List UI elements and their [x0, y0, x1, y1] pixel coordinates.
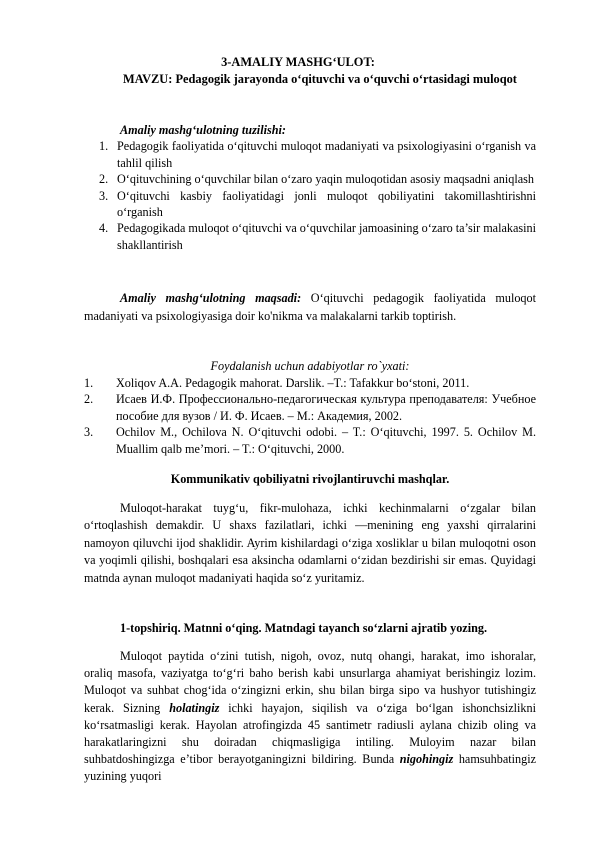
list-item: 4. Pedagogikada muloqot o‘qituvchi va o‘quvchilar jamoasining o‘zaro ta’sir malakasini shakllantirish: [99, 221, 537, 252]
structure-list: [84, 138, 536, 253]
list-item: 2. O‘qituvchining o‘quvchilar bilan o‘zaro yaqin muloqotidan asosiy maqsadni aniqlash: [99, 172, 534, 187]
section-heading: Kommunikativ qobiliyatni rivojlantiruvchi mashqlar.: [170, 472, 450, 486]
emphasis-term: holatingiz: [169, 700, 220, 715]
topic-title: MAVZU: Pedagogik jarayonda o‘qituvchi va o‘quvchi o‘rtasidagi muloqot: [123, 72, 517, 86]
reference-item: 2. Исаев И.Ф. Профессионально-педагогическая культура преподавателя: Учебное пособие для вузов / И. Ф. Исаев. – М.: Академия, 2002.: [84, 392, 536, 423]
task-paragraph: Muloqot paytida o‘zini tutish, nigoh, ovoz, nutq ohangi, harakat, imo ishoralar, oraliq masofa, vaziyatga to‘g‘ri baho berish kabi unsurlarga ahamiyat berishingiz lozim. Muloqot va suhbat chog‘ida o‘zingizni erkin, shu bilan birga sipo va hushyor tutishingiz kerak. Sizning holatingiz ichki hayajon, siqilish va o‘ziga bo‘lgan ishonchsizlikni ko‘rsatmasligi kerak. Hayolan atrofingizda 45 santimetr radiusli aylana chizib oling va harakatlaringizni shu doiradan chiqmasligiga intiling. Muloyim nazar bilan suhbatdoshingizga e’tibor berayotganingizni bildiring. Bunda nigohingiz hamsuhbatingiz yuzining yuqori: [84, 649, 536, 784]
page-title: 3-AMALIY MASHG‘ULOT:: [221, 55, 375, 69]
section-paragraph: [84, 500, 536, 587]
task-heading: 1-topshiriq. Matnni o‘qing. Matndagi tayanch so‘zlarni ajratib yozing.: [120, 621, 487, 635]
section-text: Muloqot-harakat tuyg‘u, fikr-mulohaza, ichki kechinmalarni o‘zgalar bilan o‘rtoqlashish demakdir. U shaxs fazilatlari, ichki ―menining eng yaxshi qirralarini namoyon qiluvchi ijod shaklidir. Ayrim kishilardagi o‘ziga xosliklar u bilan muloqotni oson va yoqimli qilishi, boshqalari esa aksincha odamlarni o‘zidan bezdirishi sir emas. Quyidagi matnda aynan muloqot madaniyati haqida so‘z yuritamiz.: [84, 501, 536, 585]
reference-item: 1. Xoliqov A.A. Pedagogik mahorat. Darslik. –T.: Tafakkur bo‘stoni, 2011.: [84, 376, 470, 390]
reference-item: 3. Ochilov M., Ochilova N. O‘qituvchi odobi. – T.: O‘qituvchi, 1997. 5. Ochilov M. Muallim qalb me’mori. – T.: O‘qituvchi, 2000.: [84, 425, 536, 456]
emphasis-term: nigohingiz: [399, 752, 454, 767]
references-list: [84, 375, 536, 457]
goal-label: Amaliy mashg‘ulotning maqsadi:: [120, 291, 302, 305]
references-heading: Foydalanish uchun adabiyotlar ro`yxati:: [210, 359, 410, 373]
list-item: 1. Pedagogik faoliyatida o‘qituvchi muloqot madaniyati va psixologiyasini o‘rganish va tahlil qilish: [99, 139, 536, 170]
structure-heading: Amaliy mashg‘ulotning tuzilishi:: [120, 123, 286, 137]
goal-paragraph: [84, 290, 536, 325]
structure-section: [84, 122, 536, 253]
goal-text: O‘qituvchi pedagogik faoliyatida muloqot madaniyati va psixologiyasiga doir ko'nikma va malakalarni tarkib toptirish.: [84, 291, 537, 323]
list-item: 3. O‘qituvchi kasbiy faoliyatidagi jonli muloqot qobiliyatini takomillashtirishni o‘rganish: [99, 188, 536, 220]
